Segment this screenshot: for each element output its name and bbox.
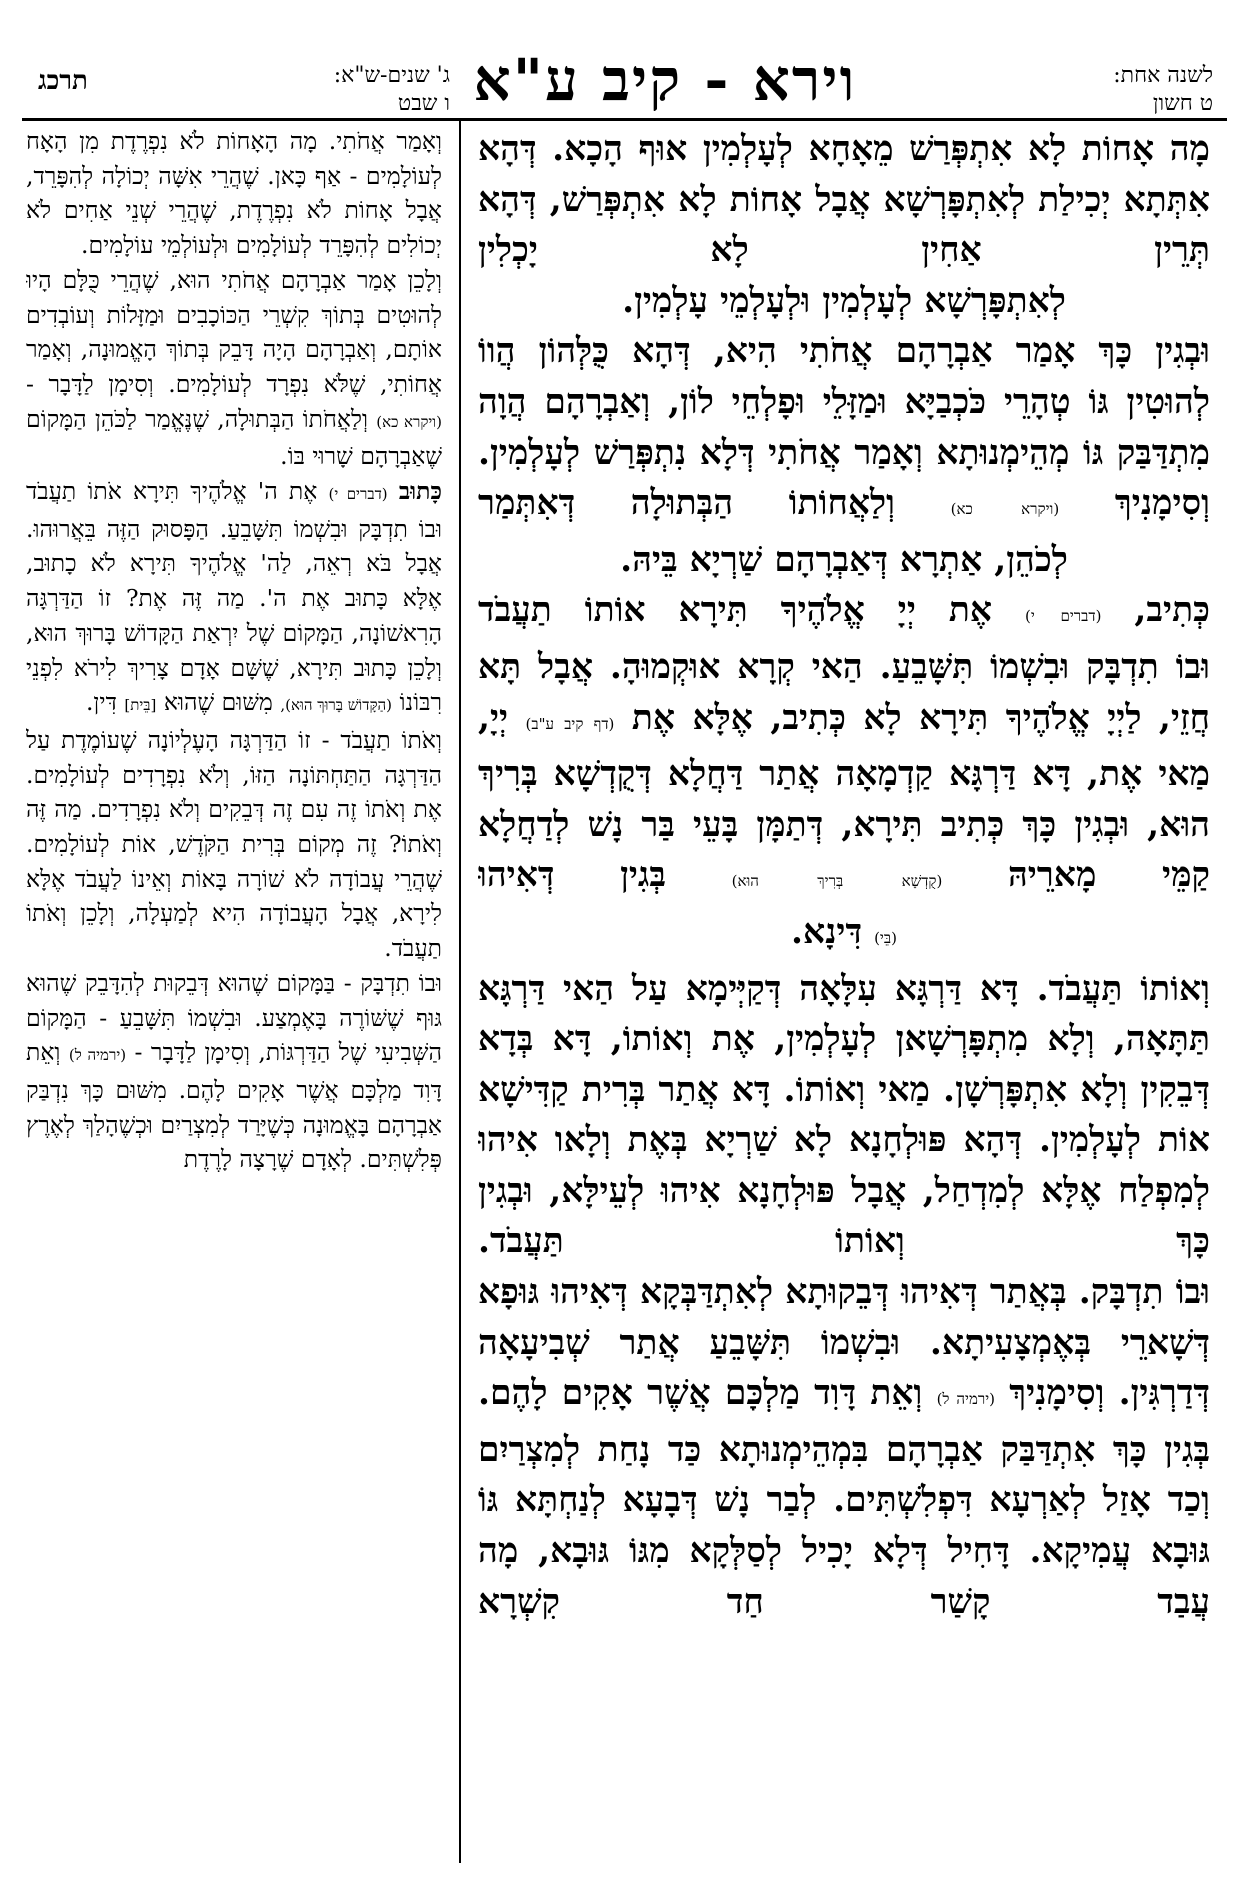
side-text: וּבוֹ תִדְבָּק - בַּמָּקוֹם שֶׁהוּא דְּבֵקוּת לְהִדָּבֵק שֶׁהוּא גּוּף שֶׁשּׁוֹרֶה בָּאֶמְצַע. וּבִשְׁמוֹ תִּשָּׁבֵעַ - הַמָּקוֹם הַשְּׁבִיעִי שֶׁל הַדַּרְגּוֹת, וְסִימָן לַדָּבָר -	[26, 968, 442, 1067]
bracket-note: [בֵּית]	[124, 696, 157, 715]
source-reference: (ירמיה ל)	[936, 1390, 996, 1409]
main-text: יְיָ, מַאי אֶת, דָּא דַּרְגָּא קַדְמָאָה אֲתַר דַּחֲלָא דְּקֻדְשָׁא בְּרִיךְ הוּא, וּבְגִין כָּךְ כְּתִיב תִּירָא, דְּתַמָּן בָּעֵי בַּר נָשׁ לְדַחֲלָא קַמֵּי מָארֵיהּ	[478, 697, 1210, 896]
main-paragraph	[478, 642, 1210, 907]
side-text: וְאֵת דָּוִד מַלְכָּם אֲשֶׁר אָקִים לָהֶם. מִשּׁוּם כָּךְ נִדְבַּק אַבְרָהָם בָּאֱמוּנָה כְּשֶׁיָּרַד לְמִצְרַיִם וּכְשֶׁהָלַךְ לְאֶרֶץ פְּלִשְׁתִּים. לְאָדָם שֶׁרָצָה לָרֶדֶת	[26, 1038, 442, 1174]
source-reference: (ויקרא כא)	[376, 412, 442, 431]
main-column-aramaic	[478, 124, 1210, 1864]
side-text: וְלָכֵן אָמַר אַבְרָהָם אֲחֹתִי הוּא, שֶׁהֲרֵי כֻּלָּם הָיוּ לְהוּטִים בְּתוֹךְ קִשְׁרֵי הַכּוֹכָבִים וּמַזָּלוֹת וְעוֹבְדִים אוֹתָם, וְאַבְרָהָם הָיָה דָּבֵק בְּתוֹךְ הָאֱמוּנָה, וְאָמַר אֲחוֹתִי, שֶׁלֹּא נִפְרָד לְעוֹלָמִים. וְסִימָן לַדָּבָר -	[26, 265, 442, 398]
page-number: תרכג	[38, 66, 88, 96]
side-text: אֶת ה' אֱלֹהֶיךָ תִּירָא אֹתוֹ תַעֲבֹד וּבוֹ תִדְבָּק וּבִשְׁמוֹ תִּשָּׁבֵעַ. הַפָּסוּק הַזֶּה בֵּאֲרוּהוּ. אֲבָל בֹּא רְאֵה, לַה' אֱלֹהֶיךָ תִּירָא לֹא כָתוּב, אֶלָּא כָּתוּב אֶת ה'. מַה זֶּה אֶת? זוֹ הַדַּרְגָּה הָרִאשׁוֹנָה, הַמָּקוֹם שֶׁל יִרְאַת הַקָּדוֹשׁ בָּרוּךְ הוּא, וְלָכֵן כָּתוּב תִּירָא, שֶׁשָּׁם אָדָם צָרִיךְ לִירֹא לִפְנֵי רִבּוֹנוֹ	[26, 477, 442, 717]
side-paragraph	[26, 966, 442, 1177]
side-paragraph	[26, 723, 442, 966]
main-text: וְאֵת דָּוִד מַלְכָּם אֲשֶׁר אָקִים לָהֶם. בְּגִין כָּךְ אִתְדַּבַּק אַבְרָהָם בִּמְהֵימְנוּתָא כַּד נָחַת לְמִצְרַיִם וְכַד אָזַל לְאַרְעָא דִּפְלִשְׁתִּים. לְבַר נָשׁ דְּבָעָא לְנַחְתָּא גּוֹ גּוּבָא עֲמִיקָא. דָּחִיל דְּלָא יָכִיל לְסַלְּקָא מִגּוֹ גּוּבָא, מָה עֲבַד קָשַׁר חַד קִשְׁרָא	[478, 1373, 1210, 1622]
main-paragraph	[478, 535, 1210, 586]
main-text: לְאִתְפָּרְשָׁא לְעָלְמִין וּלְעָלְמֵי עָלְמִין.	[622, 280, 1066, 321]
bracket-note: (בֵּי)	[874, 928, 897, 947]
main-paragraph	[478, 585, 1210, 642]
main-text: לְכֹהֵן, אַתְרָא דְּאַבְרָהָם שַׁרְיָא בֵּיהּ.	[620, 539, 1068, 580]
main-paragraph	[478, 1267, 1210, 1627]
main-paragraph	[478, 124, 1210, 276]
schedule-left-line1: ג' שנים-ש"א:	[333, 63, 450, 88]
main-text: בְּגִין דְּאִיהוּ	[478, 855, 666, 896]
reading-schedule-left	[120, 62, 450, 118]
source-reference: (ירמיה ל)	[68, 1046, 127, 1065]
side-column-hebrew-translation	[26, 124, 442, 1864]
main-text: וְלַאֲחוֹתוֹ הַבְּתוּלָה דְּאִתְּמַר	[478, 483, 895, 524]
main-text: מָה אָחוֹת לָא אִתְפְּרַשׁ מֵאָחָא לְעָלְמִין אוּף הָכָא. דְּהָא אִתְּתָא יְכִילַת לְאִתְפָּרְשָׁא אֲבָל אָחוֹת לָא אִתְפְּרַשׁ, דְּהָא תְּרֵין אַחִין לָא יָכְלִין	[478, 129, 1210, 271]
header-rule	[22, 118, 1227, 121]
paragraph-lead-word: כְּתִיב,	[1134, 590, 1210, 631]
column-divider	[459, 118, 461, 1863]
main-paragraph	[478, 326, 1210, 534]
bracket-note: (הַקָּדוֹשׁ בָּרוּךְ הוּא),	[280, 696, 392, 715]
side-paragraph	[26, 124, 442, 263]
side-text: וְאֹתוֹ תַעֲבֹד - זוֹ הַדַּרְגָּה הָעֶלְיוֹנָה שֶׁעוֹמֶדֶת עַל הַדַּרְגָּה הַתַּחְתּוֹנָה הַזּוֹ, וְלֹא נִפְרָדִים לְעוֹלָמִים. אֶת וְאֹתוֹ זֶה עִם זֶה דְּבֵקִים וְלֹא נִפְרָדִים. מַה זֶּה וְאֹתוֹ? זֶה מְקוֹם בְּרִית הַקֹּדֶשׁ, אוֹת לְעוֹלָמִים. שֶׁהֲרֵי עֲבוֹדָה לֹא שׁוֹרָה בָּאוֹת וְאֵינוֹ לַעֲבֹד אֶלָּא לִירָא, אֲבָל הָעֲבוֹדָה הִיא לְמַעְלָה, וְלָכֵן וְאֹתוֹ תַעֲבֹד.	[26, 725, 442, 963]
source-reference: (ויקרא כא)	[950, 500, 1060, 519]
main-text: וּבְגִין כָּךְ אָמַר אַבְרָהָם אֲחֹתִי הִיא, דְּהָא כֻּלְּהוֹן הֲווֹ לְהוּטִין גּוֹ טְהָרֵי כֹּכְבַיָּא וּמַזָּלֵי וּפָלְחֵי לוֹן, וְאַבְרָהָם הֲוָה מִתְדַּבַּק גּוֹ מְהֵימְנוּתָא וְאָמַר אֲחֹתִי דְּלָא נִתְפְּרַשׁ לְעָלְמִין. וְסִימָנִיךְ	[478, 331, 1210, 524]
paragraph-lead-word: כָּתוּב	[398, 477, 442, 506]
main-text: דִּינָא.	[791, 911, 863, 952]
side-text: מִשּׁוּם שֶׁהוּא	[163, 688, 273, 717]
side-text: וְלַאֲחֹתוֹ הַבְּתוּלָה, שֶׁנֶּאֱמַר לַכֹּהֵן הַמָּקוֹם שֶׁאַבְרָהָם שָׁרוּי בּוֹ.	[26, 404, 442, 471]
schedule-left-line2: ו שבט	[397, 91, 450, 116]
source-reference: (דברים י)	[328, 485, 388, 504]
side-text: וְאָמַר אֲחֹתִי. מָה הָאָחוֹת לֹא נִפְרֶדֶת מִן הָאָח לְעוֹלָמִים - אַף כָּאן. שֶׁהֲרֵי אִשָּׁה יְכוֹלָה לְהִפָּרֵד, אֲבָל אָחוֹת לֹא נִפְרֶדֶת, שֶׁהֲרֵי שְׁנֵי אַחִים לֹא יְכוֹלִים לְהִפָּרֵד לְעוֹלָמִים וּלְעוֹלְמֵי עוֹלָמִים.	[26, 127, 442, 260]
page-reference: (דף קיב ע"ב)	[525, 714, 615, 733]
main-text: וּבוֹ תִדְבָּק. בְּאֲתַר דְּאִיהוּ דְּבֵקוּתָא לְאִתְדַּבְּקָא דְּאִיהוּ גּוּפָא דְּשָׁארֵי בְּאֶמְצָעִיתָא. וּבִשְׁמוֹ תִּשָּׁבֵעַ אֲתַר שְׁבִיעָאָה דְּדַרְגִּין. וְסִימָנִיךְ	[478, 1272, 1210, 1414]
side-paragraph	[26, 263, 442, 474]
side-text: דִּין.	[85, 688, 117, 717]
main-paragraph	[478, 964, 1210, 1268]
page-title: וירא - קיב ע"א	[473, 46, 857, 114]
schedule-right-line2: ט חשון	[1152, 91, 1213, 116]
reading-schedule-right	[993, 62, 1213, 118]
bracket-note: (קֻדְשָׁא בְּרִיךְ הוּא)	[731, 872, 943, 891]
schedule-right-line1: לשנה אחת:	[1113, 63, 1213, 88]
main-text: וּבוֹ תִדְבָּק וּבִשְׁמוֹ תִּשָּׁבֵעַ. הַאי קְרָא אוּקְמוּהָ. אֲבָל תָּא חֲזֵי, לַיְיָ אֱלֹהֶיךָ תִּירָא לָא כְּתִיב, אֶלָּא אֶת	[478, 646, 1210, 738]
page-header	[0, 0, 1253, 116]
main-text: וְאוֹתוֹ תַּעֲבֹד. דָּא דַּרְגָּא עִלָּאָה דְּקַיְּימָא עַל הַאי דַּרְגָּא תַּתָּאָה, וְלָא מִתְפָּרְשָׁאן לְעָלְמִין, אֶת וְאוֹתוֹ, דָּא בְּדָא דְּבֵקִין וְלָא אִתְפָּרְשָׁן. מַאי וְאוֹתוֹ. דָּא אֲתַר בְּרִית קַדִּישָׁא אוֹת לְעָלְמִין. דְּהָא פּוּלְחָנָא לָא שַׁרְיָא בְּאֶת וְלָאו אִיהוּ לְמִפְלַח אֶלָּא לְמִדְחַל, אֲבָל פּוּלְחָנָא אִיהוּ לְעֵילָּא, וּבְגִין כָּךְ וְאוֹתוֹ תַּעֲבֹד.	[478, 968, 1210, 1262]
main-text: אֶת יְיָ אֱלֹהֶיךָ תִּירָא אוֹתוֹ תַעֲבֹד	[478, 590, 993, 631]
source-reference: (דברים י)	[1024, 607, 1102, 626]
main-paragraph	[478, 907, 1210, 964]
side-paragraph	[26, 474, 442, 723]
main-paragraph	[478, 276, 1210, 327]
